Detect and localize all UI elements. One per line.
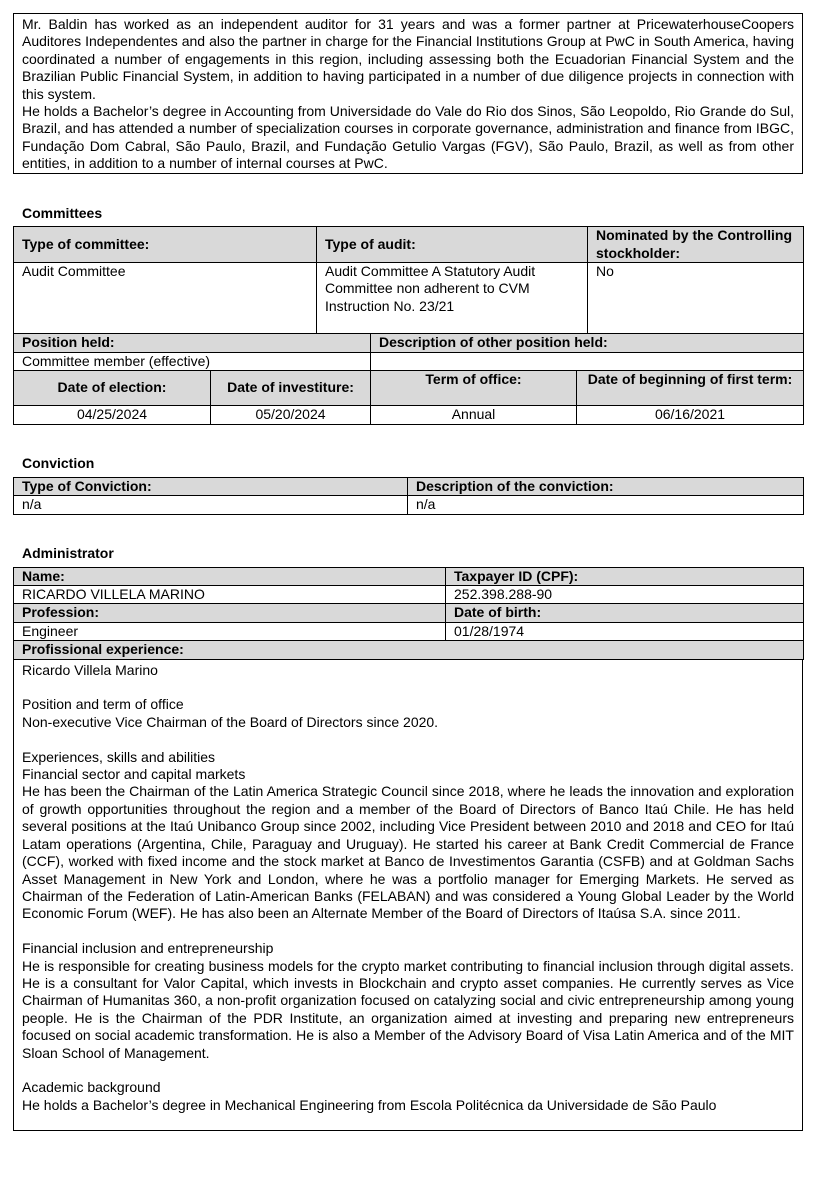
document-page [13, 13, 803, 1131]
profession-value: Engineer [14, 622, 446, 640]
other-position-label: Description of other position held: [371, 334, 804, 352]
dob-label: Date of birth: [446, 604, 804, 622]
election-value: 04/25/2024 [14, 406, 211, 424]
position-held-label: Position held: [14, 334, 371, 352]
cpf-value: 252.398.288-90 [446, 586, 804, 604]
first-term-label: Date of beginning of first term: [577, 371, 804, 406]
inclusion-heading: Financial inclusion and entrepreneurship [22, 940, 274, 957]
name-value: RICARDO VILLELA MARINO [14, 586, 446, 604]
administrator-table [13, 567, 804, 660]
skills-heading: Experiences, skills and abilities [22, 748, 215, 765]
type-of-audit-value: Audit Committee A Statutory Audit Committee non adherent to CVM Instruction No. 23/21 [317, 263, 588, 334]
cpf-label: Taxpayer ID (CPF): [446, 567, 804, 585]
investiture-value: 05/20/2024 [211, 406, 371, 424]
conviction-description-label: Description of the conviction: [408, 477, 804, 495]
position-text: Non-executive Vice Chairman of the Board of Directors since 2020. [22, 713, 439, 730]
position-table [13, 334, 804, 371]
experience-box [13, 660, 803, 1131]
dates-table [13, 371, 804, 425]
conviction-type-value: n/a [14, 496, 408, 514]
investiture-label: Date of investiture: [211, 371, 371, 406]
experience-label: Profissional experience: [14, 641, 804, 659]
term-label: Term of office: [371, 371, 577, 406]
intro-paragraph-1: Mr. Baldin has worked as an independent auditor for 31 years and was a former partner at PricewaterhouseCoopers Auditores Independentes and also the partner in charge for the Financial Institutions Group at PwC in South America, having coordinated a number of engagements in this region, including assessing both the Ecuadorian Financial System and the Brazilian Public Financial System, in addition to having participated in a number of due diligence projects in connection with this system. [22, 16, 794, 102]
intro-paragraph-2: He holds a Bachelor’s degree in Accounting from Universidade do Vale do Rio dos Sinos, São Leopoldo, Rio Grande do Sul, Brazil, and has attended a number of specialization courses in corporate governance, administration and finance from IBGC, Fundação Dom Cabral, São Paulo, Brazil, and Fundação Getulio Vargas (FGV), São Paulo, Brazil, as well as from other entities, in addition to a number of internal courses at PwC. [22, 103, 794, 172]
experience-name: Ricardo Villela Marino [22, 661, 158, 678]
election-label: Date of election: [14, 371, 211, 406]
financial-heading: Financial sector and capital markets [22, 766, 246, 783]
administrator-title: Administrator [22, 544, 114, 561]
conviction-table [13, 477, 804, 515]
conviction-title: Conviction [22, 454, 95, 471]
name-label: Name: [14, 567, 446, 585]
inclusion-text: He is responsible for creating business models for the crypto market contributing to financial inclusion through digital assets. He is a consultant for Valor Capital, which invests in Blockchain and crypto asset companies. He currently serves as Vice Chairman of Humanitas 360, a non-profit organization focused on catalyzing social and civic entrepreneurship among young people. He is the Chairman of the PDR Institute, an organization aimed at investing and preparing new entrepreneurs focused on social academic transformation. He is also a Member of the Advisory Board of Visa Latin America and of the MIT Sloan School of Management. [22, 957, 794, 1061]
intro-bio-box [13, 13, 803, 174]
nominated-label: Nominated by the Controlling stockholder: [588, 227, 804, 263]
type-of-committee-value: Audit Committee [14, 263, 317, 334]
other-position-value [371, 352, 804, 370]
conviction-description-value: n/a [408, 496, 804, 514]
academic-text: He holds a Bachelor’s degree in Mechanical Engineering from Escola Politécnica da Universidade de São Paulo [22, 1096, 717, 1113]
type-of-audit-label: Type of audit: [317, 227, 588, 263]
nominated-value: No [588, 263, 804, 334]
committees-title: Committees [22, 205, 103, 221]
dob-value: 01/28/1974 [446, 622, 804, 640]
term-value: Annual [371, 406, 577, 424]
position-heading: Position and term of office [22, 696, 184, 713]
type-of-committee-label: Type of committee: [14, 227, 317, 263]
first-term-value: 06/16/2021 [577, 406, 804, 424]
conviction-type-label: Type of Conviction: [14, 477, 408, 495]
position-held-value: Committee member (effective) [14, 352, 371, 370]
committee-type-table [13, 226, 804, 334]
academic-heading: Academic background [22, 1079, 161, 1096]
profession-label: Profession: [14, 604, 446, 622]
financial-text: He has been the Chairman of the Latin America Strategic Council since 2018, where he leads the innovation and exploration of growth opportunities throughout the region and a member of the Board of Directors of Banco Itaú Chile. He has held several positions at the Itaú Unibanco Group since 2002, including Vice President between 2010 and 2018 and CEO for Itaú Latam operations (Argentina, Chile, Paraguay and Uruguay). He started his career at Bank Credit Commercial de France (CCF), worked with fixed income and the stock market at Banco de Investimentos Garantia (CSFB) and at Goldman Sachs Asset Management in New York and London, where he was a portfolio manager for Emerging Markets. He served as Chairman of the Federation of Latin-American Banks (FELABAN) and was considered a Young Global Leader by the World Economic Forum (WEF). He has also been an Alternate Member of the Board of Directors of Itaúsa S.A. since 2011. [22, 783, 794, 922]
